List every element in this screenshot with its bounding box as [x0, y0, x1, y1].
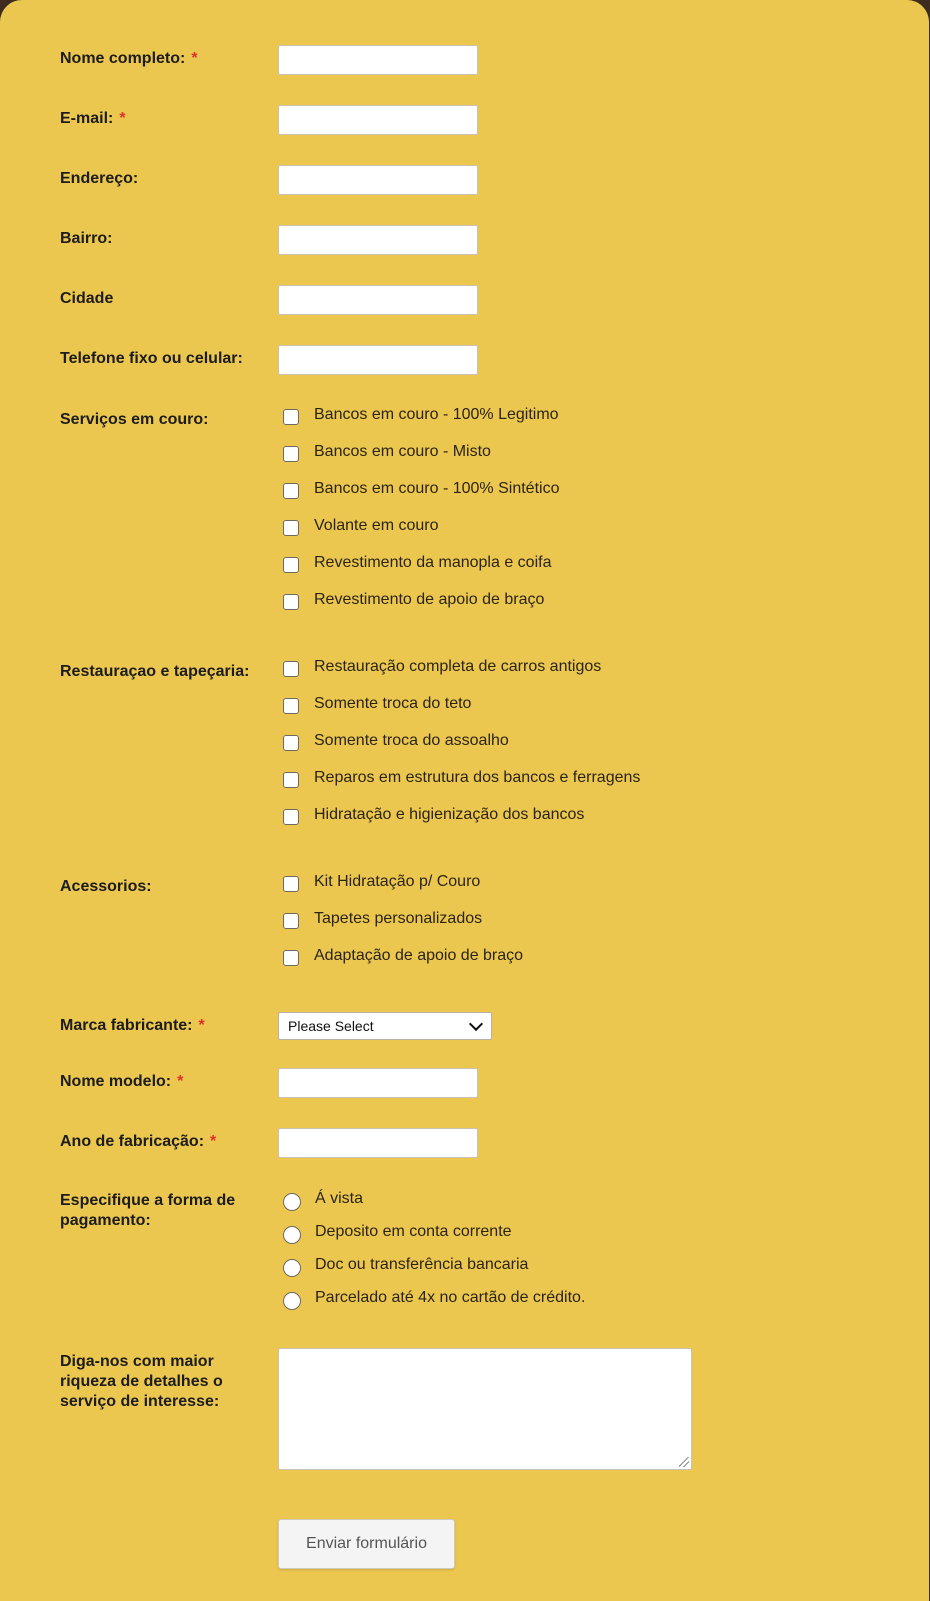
required-asterisk: *	[210, 1133, 217, 1150]
ano-label: Ano de fabricação: *	[60, 1133, 217, 1150]
telefone-label: Telefone fixo ou celular:	[60, 350, 243, 367]
checkbox[interactable]	[283, 772, 299, 788]
checkbox[interactable]	[283, 876, 299, 892]
radio-button[interactable]	[283, 1292, 301, 1310]
detalhes-textarea[interactable]	[278, 1348, 692, 1470]
checkbox[interactable]	[283, 913, 299, 929]
option-label: Bancos em couro - 100% Legitimo	[314, 406, 559, 423]
checkbox[interactable]	[283, 594, 299, 610]
option-label: Tapetes personalizados	[314, 910, 483, 927]
acessorios-label: Acessorios:	[60, 878, 152, 895]
modelo-input[interactable]	[278, 1068, 478, 1098]
restauracao-label: Restauraçao e tapeçaria:	[60, 663, 250, 680]
pagamento-label: Especifique a forma de pagamento:	[60, 1192, 236, 1229]
option-label: Parcelado até 4x no cartão de crédito.	[315, 1289, 586, 1306]
option-label: Kit Hidratação p/ Couro	[314, 873, 481, 890]
endereco-label: Endereço:	[60, 170, 139, 187]
checkbox[interactable]	[283, 698, 299, 714]
servicos-label: Serviços em couro:	[60, 411, 209, 428]
telefone-input[interactable]	[278, 345, 478, 375]
servico-option[interactable]	[283, 553, 551, 577]
option-label: Somente troca do assoalho	[314, 732, 509, 749]
option-label: Revestimento de apoio de braço	[314, 591, 545, 608]
restauracao-option[interactable]	[283, 768, 640, 792]
acessorio-option[interactable]	[283, 946, 523, 970]
restauracao-option[interactable]	[283, 805, 584, 829]
cidade-input[interactable]	[278, 285, 478, 315]
radio-button[interactable]	[283, 1259, 301, 1277]
pagamento-option[interactable]	[283, 1288, 585, 1312]
servico-option[interactable]	[283, 590, 544, 614]
option-label: Adaptação de apoio de braço	[314, 947, 524, 964]
nome-label: Nome completo: *	[60, 50, 198, 67]
servico-option[interactable]	[283, 516, 439, 540]
checkbox[interactable]	[283, 809, 299, 825]
bairro-label: Bairro:	[60, 230, 113, 247]
servico-option[interactable]	[283, 405, 559, 429]
cidade-label: Cidade	[60, 290, 114, 307]
option-label: Doc ou transferência bancaria	[315, 1256, 529, 1273]
option-label: Restauração completa de carros antigos	[314, 658, 602, 675]
restauracao-option[interactable]	[283, 731, 509, 755]
checkbox[interactable]	[283, 950, 299, 966]
checkbox[interactable]	[283, 446, 299, 462]
radio-button[interactable]	[283, 1193, 301, 1211]
marca-select[interactable]	[278, 1012, 492, 1040]
required-asterisk: *	[198, 1017, 205, 1034]
option-label: Reparos em estrutura dos bancos e ferragens	[314, 769, 641, 786]
pagamento-option[interactable]	[283, 1222, 512, 1246]
checkbox[interactable]	[283, 735, 299, 751]
checkbox[interactable]	[283, 520, 299, 536]
marca-selected-value: Please Select	[288, 1018, 374, 1034]
option-label: Hidratação e higienização dos bancos	[314, 806, 585, 823]
checkbox[interactable]	[283, 661, 299, 677]
endereco-input[interactable]	[278, 165, 478, 195]
option-label: Somente troca do teto	[314, 695, 472, 712]
detalhes-label: Diga-nos com maior riqueza de detalhes o serviço de interesse:	[60, 1353, 223, 1410]
checkbox[interactable]	[283, 557, 299, 573]
servico-option[interactable]	[283, 479, 559, 503]
checkbox[interactable]	[283, 483, 299, 499]
required-asterisk: *	[177, 1073, 184, 1090]
option-label: Revestimento da manopla e coifa	[314, 554, 552, 571]
ano-input[interactable]	[278, 1128, 478, 1158]
option-label: Bancos em couro - 100% Sintético	[314, 480, 560, 497]
checkbox[interactable]	[283, 409, 299, 425]
restauracao-option[interactable]	[283, 657, 601, 681]
acessorio-option[interactable]	[283, 872, 480, 896]
submit-button[interactable]: Enviar formulário	[278, 1519, 455, 1569]
nome-input[interactable]	[278, 45, 478, 75]
required-asterisk: *	[119, 110, 126, 127]
chevron-down-icon	[469, 1017, 483, 1031]
option-label: Deposito em conta corrente	[315, 1223, 512, 1240]
pagamento-option[interactable]	[283, 1255, 528, 1279]
bairro-input[interactable]	[278, 225, 478, 255]
option-label: Á vista	[315, 1190, 364, 1207]
modelo-label: Nome modelo: *	[60, 1073, 184, 1090]
email-label: E-mail: *	[60, 110, 126, 127]
restauracao-option[interactable]	[283, 694, 471, 718]
acessorio-option[interactable]	[283, 909, 482, 933]
resize-grip-icon[interactable]	[679, 1457, 689, 1467]
required-asterisk: *	[191, 50, 198, 67]
option-label: Volante em couro	[314, 517, 439, 534]
option-label: Bancos em couro - Misto	[314, 443, 491, 460]
email-input[interactable]	[278, 105, 478, 135]
pagamento-option[interactable]	[283, 1189, 363, 1213]
servico-option[interactable]	[283, 442, 491, 466]
marca-label: Marca fabricante: *	[60, 1017, 205, 1034]
radio-button[interactable]	[283, 1226, 301, 1244]
